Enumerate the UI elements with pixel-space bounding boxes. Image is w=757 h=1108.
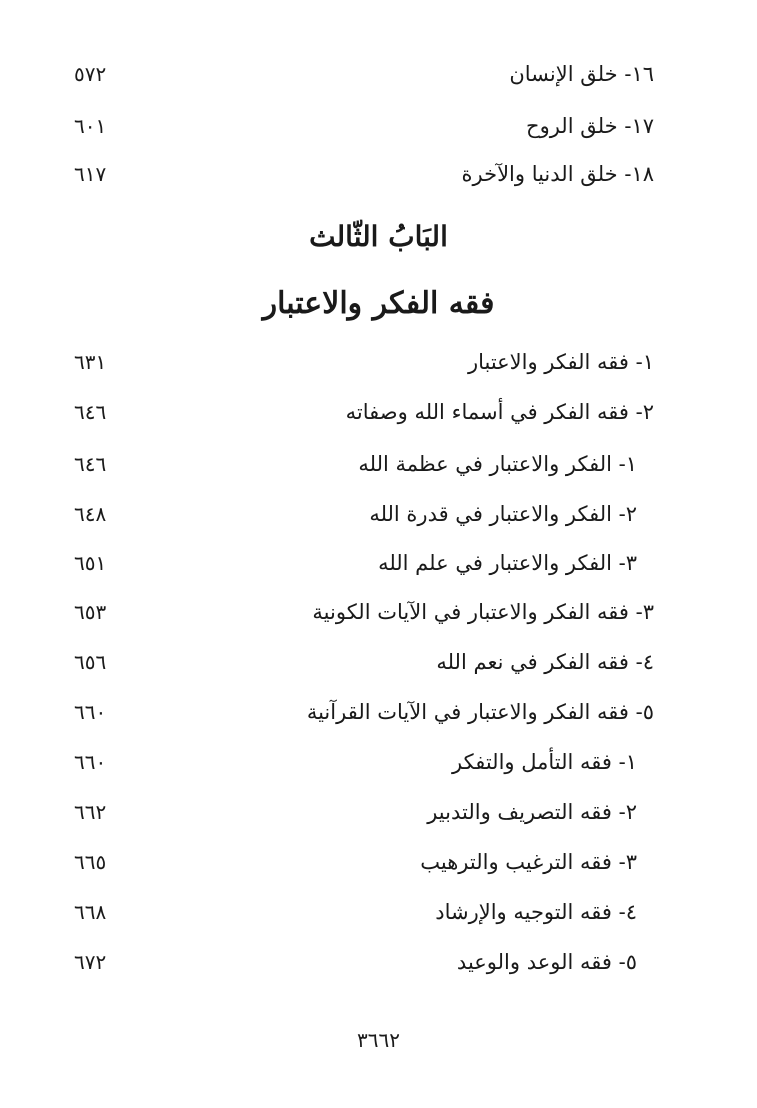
toc-entry-title: ٣- فقه الفكر والاعتبار في الآيات الكونية [312, 600, 654, 624]
toc-entry-title: ٣- الفكر والاعتبار في علم الله [378, 551, 637, 575]
toc-entry-page: ٦٦٠ [74, 750, 107, 774]
toc-subentry [0, 840, 757, 884]
toc-entry-title: ٤- فقه التوجيه والإرشاد [435, 900, 637, 924]
toc-entry-title: ٤- فقه الفكر في نعم الله [436, 650, 654, 674]
toc-entry [0, 590, 757, 634]
toc-subentry [0, 492, 757, 536]
toc-subentry [0, 890, 757, 934]
toc-entry-title: ٥- فقه الوعد والوعيد [456, 950, 637, 974]
toc-entry-page: ٦٥٦ [74, 650, 107, 674]
section-heading: فقه الفكر والاعتبار [262, 286, 495, 321]
toc-entry-title: ١٧- خلق الروح [526, 114, 654, 138]
toc-entry [0, 152, 757, 196]
toc-entry-page: ٦٤٦ [74, 400, 107, 424]
toc-entry-title: ٢- فقه التصريف والتدبير [427, 800, 637, 824]
toc-subentry [0, 790, 757, 834]
toc-entry-page: ٦١٧ [74, 162, 107, 186]
toc-entry-title: ٥- فقه الفكر والاعتبار في الآيات القرآنية [306, 700, 654, 724]
toc-entry-page: ٦٣١ [74, 350, 107, 374]
part-heading: البَابُ الثّالث [309, 220, 448, 253]
toc-entry-page: ٦٦٠ [74, 700, 107, 724]
toc-subentry [0, 442, 757, 486]
toc-entry [0, 640, 757, 684]
toc-entry-page: ٥٧٢ [74, 62, 107, 86]
toc-entry-title: ١- فقه التأمل والتفكر [452, 750, 637, 774]
toc-entry-page: ٦٠١ [74, 114, 107, 138]
toc-entry-page: ٦٦٨ [74, 900, 107, 924]
toc-entry [0, 52, 757, 96]
toc-entry-page: ٦٥٣ [74, 600, 107, 624]
toc-entry [0, 690, 757, 734]
toc-entry-page: ٦٤٨ [74, 502, 107, 526]
toc-entry-title: ١- الفكر والاعتبار في عظمة الله [358, 452, 637, 476]
page-number: ٣٦٦٢ [357, 1028, 400, 1052]
toc-subentry [0, 541, 757, 585]
toc-entry-title: ١٨- خلق الدنيا والآخرة [461, 162, 654, 186]
toc-entry-title: ١- فقه الفكر والاعتبار [467, 350, 654, 374]
toc-entry [0, 340, 757, 384]
toc-entry-title: ٢- فقه الفكر في أسماء الله وصفاته [345, 400, 654, 424]
toc-entry-page: ٦٦٥ [74, 850, 107, 874]
toc-entry-title: ٣- فقه الترغيب والترهيب [420, 850, 637, 874]
toc-entry-page: ٦٧٢ [74, 950, 107, 974]
toc-entry-page: ٦٤٦ [74, 452, 107, 476]
toc-entry-title: ٢- الفكر والاعتبار في قدرة الله [369, 502, 637, 526]
toc-subentry [0, 740, 757, 784]
toc-entry-page: ٦٥١ [74, 551, 107, 575]
toc-entry-page: ٦٦٢ [74, 800, 107, 824]
toc-entry [0, 390, 757, 434]
toc-entry-title: ١٦- خلق الإنسان [509, 62, 654, 86]
toc-entry [0, 104, 757, 148]
toc-subentry [0, 940, 757, 984]
